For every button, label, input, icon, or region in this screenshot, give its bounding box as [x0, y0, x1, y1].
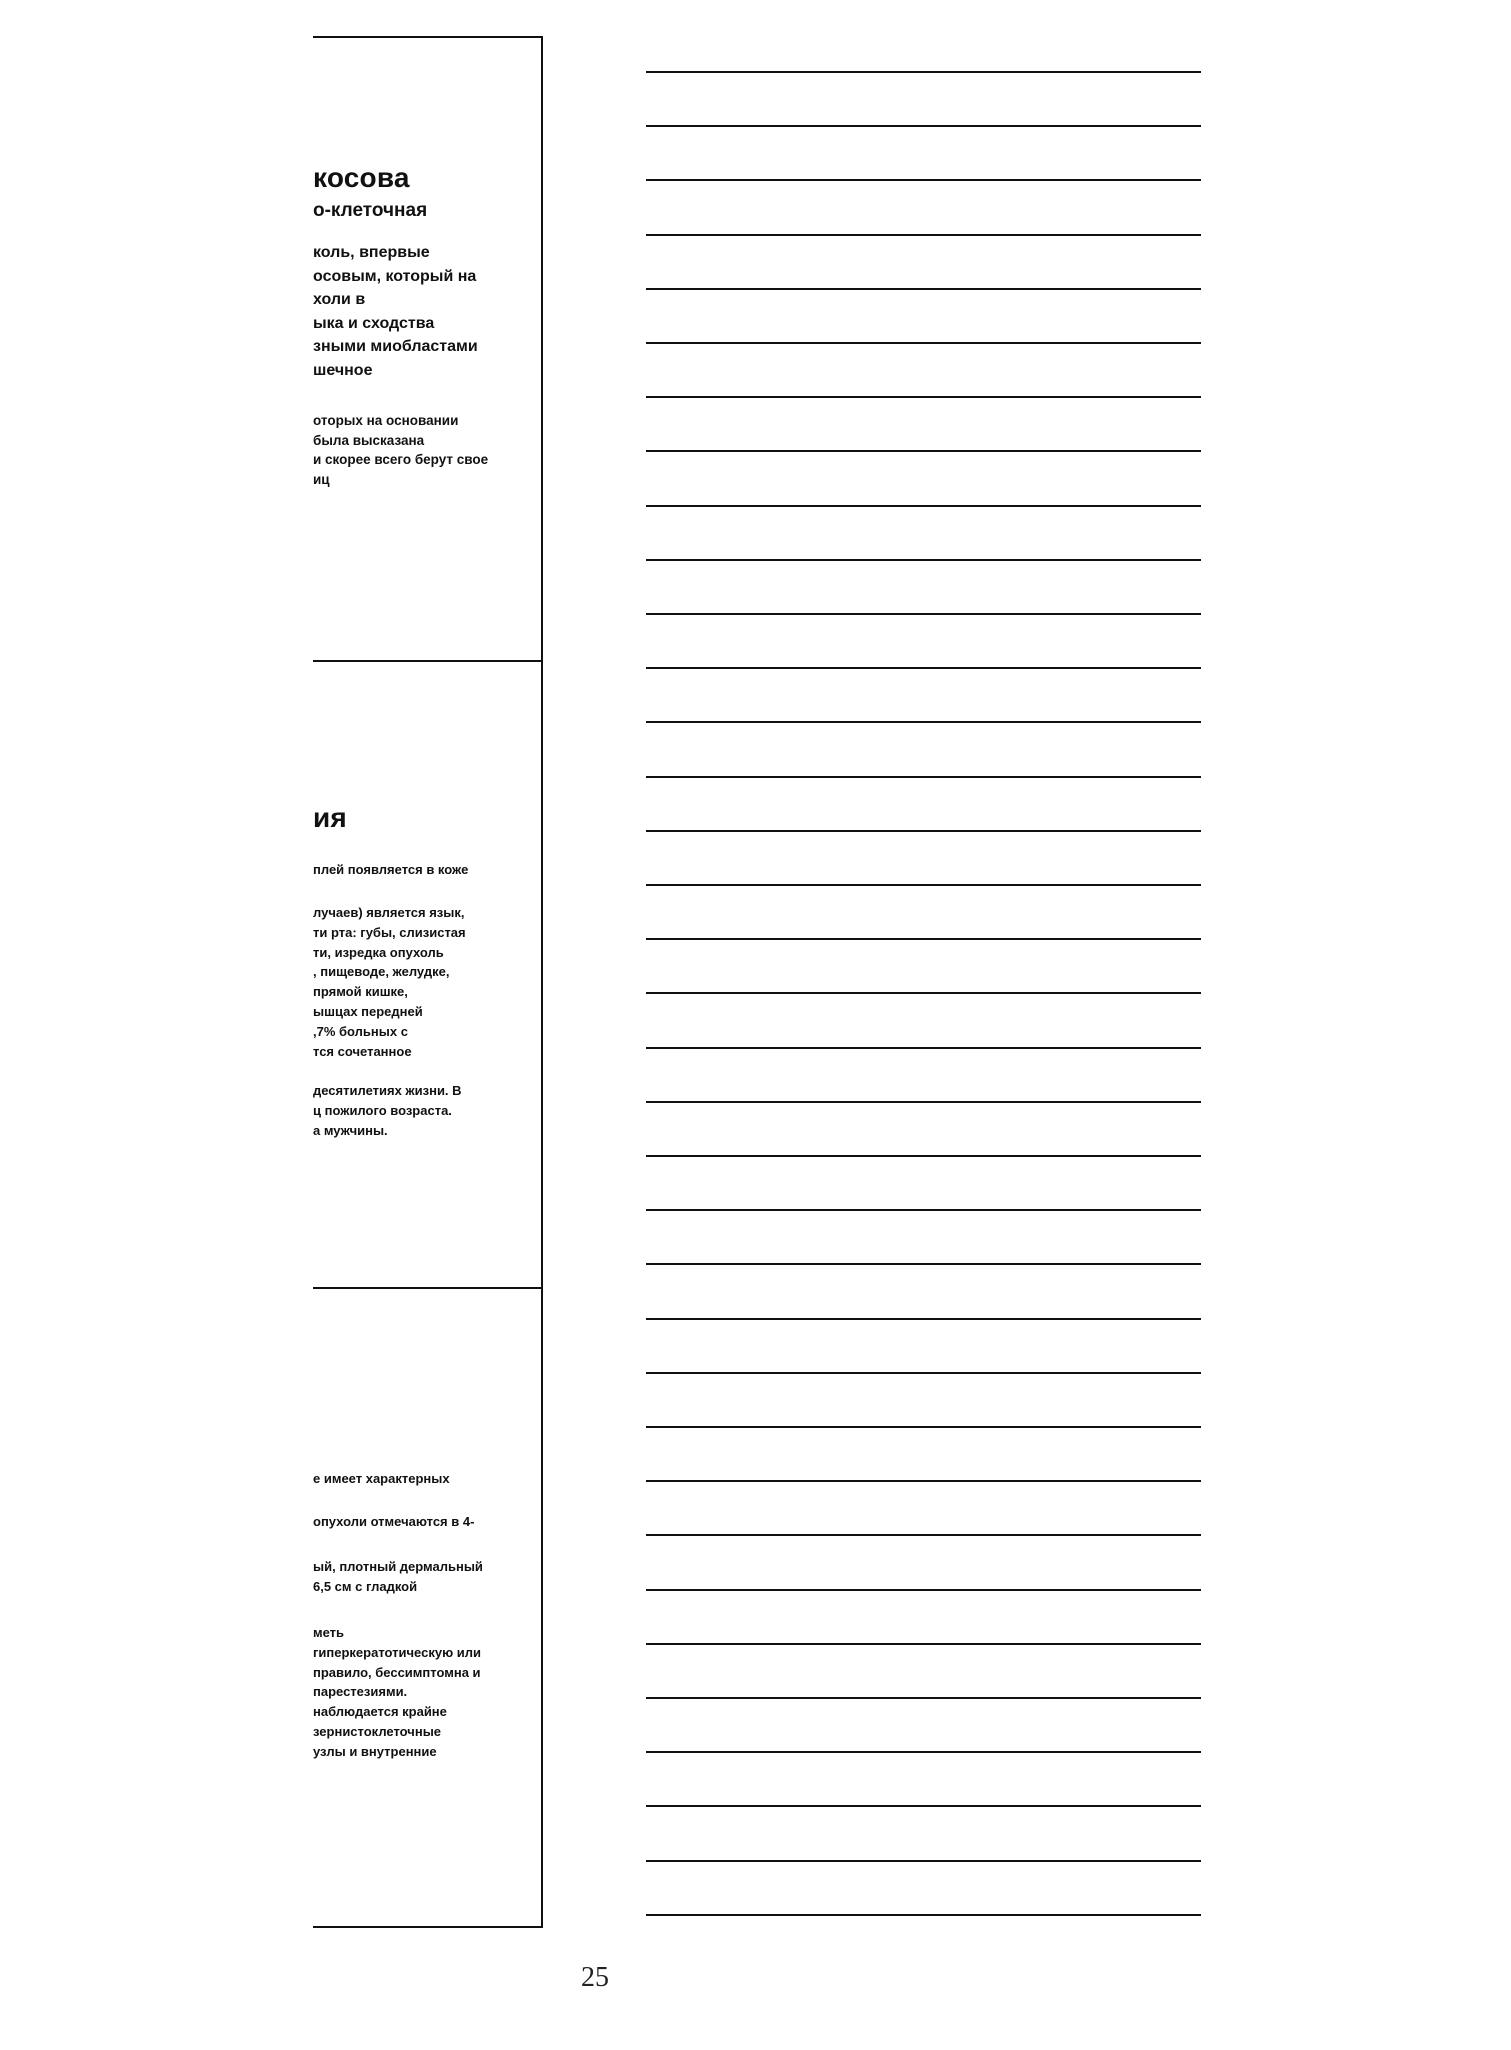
slide-1-paragraph-2	[313, 411, 488, 489]
note-line	[646, 1318, 1201, 1320]
note-line	[646, 342, 1201, 344]
note-line	[646, 992, 1201, 994]
note-line	[646, 179, 1201, 181]
text-line: зернистоклеточные	[313, 1723, 442, 1739]
note-line	[646, 667, 1201, 669]
text-line: оторых на основании	[313, 413, 459, 428]
slide-1-subtitle: о-клеточная	[313, 200, 428, 221]
note-line	[646, 71, 1201, 73]
note-line	[646, 234, 1201, 236]
slide-3-line-group-1	[313, 1469, 450, 1489]
text-line: лучаев) является язык,	[313, 905, 465, 920]
text-line: шечное	[313, 361, 373, 379]
note-line	[646, 1101, 1201, 1103]
note-line	[646, 1209, 1201, 1211]
text-line: десятилетиях жизни. В	[313, 1083, 462, 1098]
slide-1-paragraph-1	[313, 241, 478, 382]
note-line	[646, 1534, 1201, 1536]
page-number: 25	[581, 1962, 609, 1993]
note-line	[646, 884, 1201, 886]
slide-3-line-group-3	[313, 1557, 483, 1597]
slide-3-line-group-4	[313, 1623, 481, 1762]
note-line	[646, 1914, 1201, 1916]
text-line: ц пожилого возраста.	[313, 1102, 452, 1118]
text-line: и скорее всего берут свое	[313, 452, 489, 467]
text-line: тся сочетанное	[313, 1043, 412, 1059]
note-line	[646, 1372, 1201, 1374]
text-line: осовым, который на	[313, 267, 477, 285]
note-line	[646, 1751, 1201, 1753]
text-line: ый, плотный дермальный	[313, 1559, 483, 1574]
text-line: е имеет характерных	[313, 1471, 450, 1486]
text-line: плей появляется в коже	[313, 862, 469, 877]
note-line	[646, 1589, 1201, 1591]
note-line	[646, 721, 1201, 723]
note-line	[646, 1480, 1201, 1482]
text-line: меть	[313, 1625, 345, 1640]
slide-divider-1	[313, 660, 543, 662]
text-line: была высказана	[313, 432, 425, 448]
note-line	[646, 938, 1201, 940]
text-line: иц	[313, 471, 330, 487]
note-line	[646, 1155, 1201, 1157]
text-line: ыка и сходства	[313, 314, 435, 332]
note-line	[646, 396, 1201, 398]
slide-2-title: ия	[313, 802, 347, 833]
note-line	[646, 1805, 1201, 1807]
slide-3-line-group-2	[313, 1512, 474, 1532]
slide-2-paragraph-1	[313, 860, 468, 880]
text-line: гиперкератотическую или	[313, 1644, 482, 1660]
note-line	[646, 125, 1201, 127]
note-line	[646, 1263, 1201, 1265]
text-line: холи в	[313, 291, 366, 308]
text-line: ышцах передней	[313, 1003, 423, 1019]
text-line: опухоли отмечаются в 4-	[313, 1514, 475, 1529]
slide-bottom-border	[313, 1926, 543, 1928]
note-line	[646, 559, 1201, 561]
text-line: ,7% больных с	[313, 1023, 408, 1039]
note-line	[646, 505, 1201, 507]
note-line	[646, 776, 1201, 778]
text-line: а мужчины.	[313, 1122, 388, 1138]
text-line: парестезиями.	[313, 1684, 408, 1700]
note-line	[646, 1697, 1201, 1699]
note-line	[646, 450, 1201, 452]
text-line: ти рта: губы, слизистая	[313, 924, 466, 940]
note-line	[646, 1860, 1201, 1862]
note-line	[646, 1047, 1201, 1049]
note-line	[646, 1643, 1201, 1645]
text-line: зными миобластами	[313, 338, 478, 355]
text-line: прямой кишке,	[313, 984, 408, 1000]
slide-1-title: косова	[313, 162, 410, 193]
note-line	[646, 830, 1201, 832]
text-line: 6,5 см с гладкой	[313, 1578, 418, 1594]
text-line: , пищеводе, желудке,	[313, 964, 450, 980]
note-line	[646, 288, 1201, 290]
note-line	[646, 1426, 1201, 1428]
slide-2-paragraph-3	[313, 1081, 462, 1140]
text-line: наблюдается крайне	[313, 1704, 447, 1720]
text-line: узлы и внутренние	[313, 1743, 437, 1759]
text-line: коль, впервые	[313, 244, 430, 261]
text-line: правило, бессимптомна и	[313, 1664, 481, 1680]
slide-top-border	[313, 36, 543, 38]
slide-divider-2	[313, 1287, 543, 1289]
note-line	[646, 613, 1201, 615]
slide-2-paragraph-2	[313, 903, 466, 1061]
slide-right-border	[541, 36, 543, 1928]
text-line: ти, изредка опухоль	[313, 944, 444, 960]
